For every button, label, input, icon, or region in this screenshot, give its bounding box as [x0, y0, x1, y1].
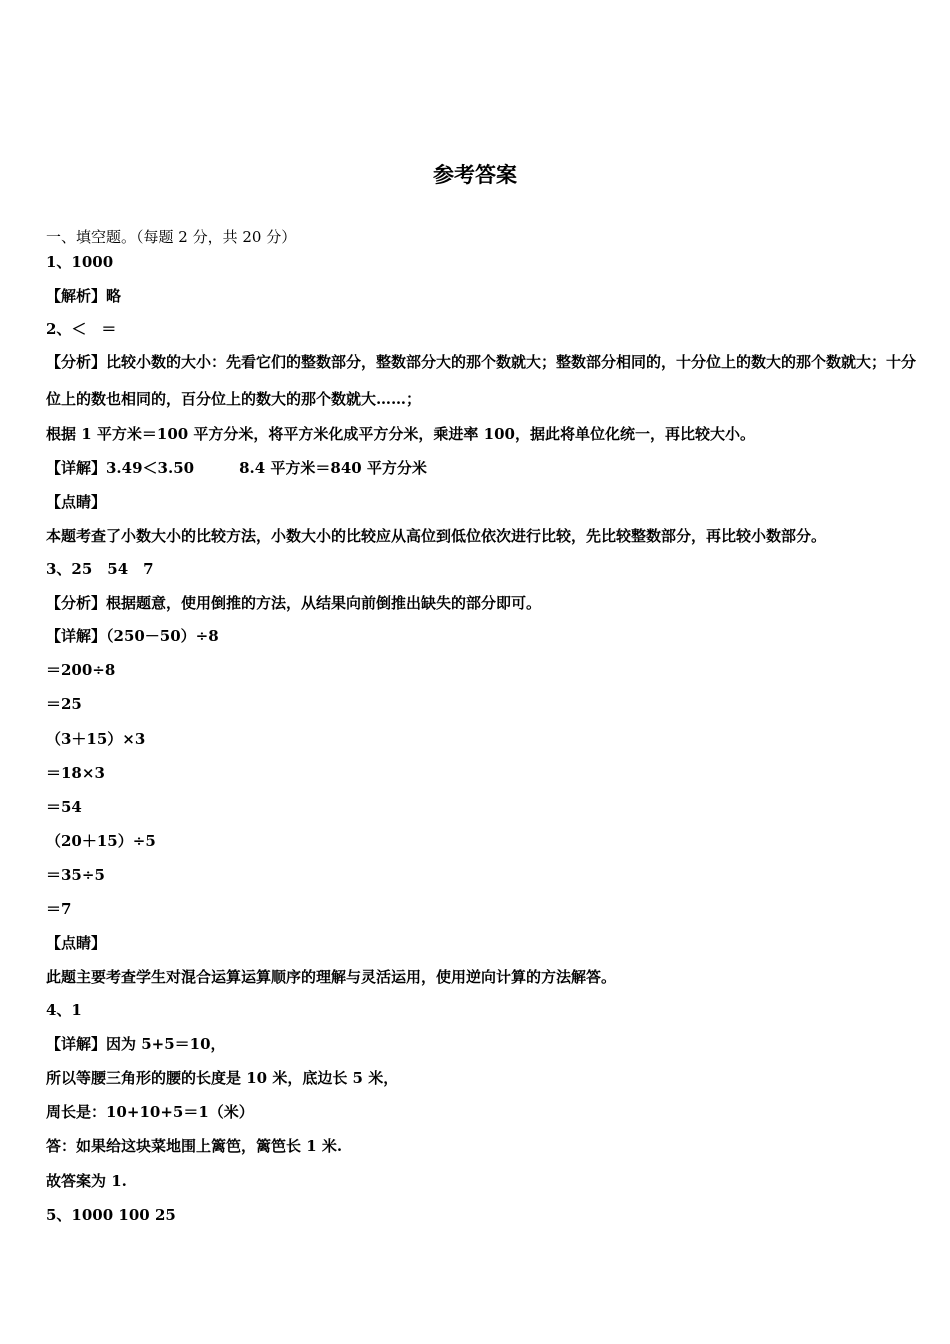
remark-2: 本题考查了小数大小的比较方法，小数大小的比较应从高位到低位依次进行比较，先比较整数部分，再比较小数部分。: [46, 527, 827, 545]
analysis-2: 【分析】比较小数的大小：先看它们的整数部分，整数部分大的那个数就大；整数部分相同的，十分位上的数大的那个数就大；十分位上的数也相同的，百分位上的数大的那个数就大……；: [46, 353, 917, 408]
calc-step: ＝200÷8: [46, 661, 116, 679]
answer-3: 3、25 54 7: [46, 560, 154, 578]
detail-4-line: 周长是：10+10+5＝1（米）: [46, 1103, 254, 1121]
detail-3: 【详解】（250－50）÷8: [46, 627, 219, 645]
answer-2: 2、＜ ＝: [46, 320, 117, 338]
calc-step: ＝18×3: [46, 764, 105, 782]
detail-4-line: 答：如果给这块菜地围上篱笆，篱笆长 1 米.: [46, 1137, 343, 1155]
calc-step: ＝7: [46, 900, 72, 918]
detail-4-line: 所以等腰三角形的腰的长度是 10 米，底边长 5 米，: [46, 1069, 399, 1087]
calc-step: ＝54: [46, 798, 82, 816]
answer-4: 4、1: [46, 1001, 82, 1019]
section-heading-fill-blank: 一、填空题。（每题 2 分，共 20 分）: [46, 228, 297, 246]
remark-label-3: 【点睛】: [46, 934, 107, 952]
analysis-2-cont: 根据 1 平方米＝100 平方分米，将平方米化成平方分米，乘进率 100，据此将单位化统一，再比较大小。: [46, 425, 755, 443]
detail-4-line: 故答案为 1.: [46, 1172, 127, 1190]
remark-label-2: 【点睛】: [46, 493, 107, 511]
analysis-1: 【解析】略: [46, 287, 122, 305]
answer-5: 5、1000 100 25: [46, 1206, 176, 1224]
remark-3: 此题主要考查学生对混合运算运算顺序的理解与灵活运用，使用逆向计算的方法解答。: [46, 968, 617, 986]
calc-step: （20＋15）÷5: [46, 832, 156, 850]
analysis-3: 【分析】根据题意，使用倒推的方法，从结果向前倒推出缺失的部分即可。: [46, 594, 542, 612]
answer-1: 1、1000: [46, 253, 114, 271]
calc-step: （3＋15）×3: [46, 730, 146, 748]
page-title: 参考答案: [433, 162, 517, 187]
calc-step: ＝35÷5: [46, 866, 105, 884]
detail-4: 【详解】因为 5+5＝10，: [46, 1035, 226, 1053]
detail-2: 【详解】3.49＜3.50 8.4 平方米＝840 平方分米: [46, 459, 427, 477]
calc-step: ＝25: [46, 695, 82, 713]
